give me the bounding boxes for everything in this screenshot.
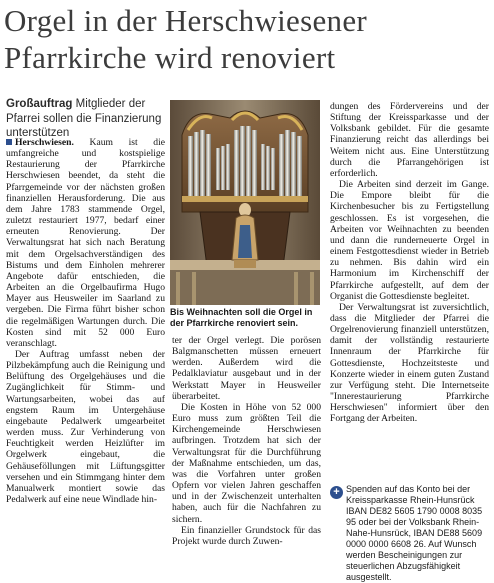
- dateline-square-icon: [6, 139, 12, 145]
- column-1: [6, 137, 165, 505]
- column-3-paragraph-1: dungen des Fördervereins und der Stiftung der Kreissparkasse und der Volksbank gebildet. Für die gesamte Finanzierung reicht das allerdings bei Weitem nicht aus. Eine Unterstützung durch die Pfarrangehörigen ist erforderlich.: [330, 101, 489, 179]
- headline-line-1: Orgel in der Herschwiesener: [4, 3, 368, 38]
- donation-text: Spenden auf das Konto bei der Kreissparkasse Rhein-Hunsrück IBAN DE82 5605 1790 0008 8035 95 oder bei der Volksbank Rhein-Nahe-Hunsrück, IBAN DE88 5609 0000 0000 6608 26. Auf Wunsch werden Bescheinigungen zur steuerlichen Abzugsfähigkeit ausgestellt.: [346, 484, 483, 582]
- column-1-paragraph-2: Der Auftrag umfasst neben der Pilzbekämpfung auch die Reinigung und Belüftung des Orgelgehäuses und die Zugänglichkeit für Stimm- und Wartungsarbeiten, wobei das auf engstem Raum im Untergehäuse eingebaute Pedalwerk umgearbeitet werden muss. Zur Verhinderung von Feuchtigkeit werden Heizlüfter im Orgelwerk eingebaut, die Gehäuseföllungen mit Lüftungsgitter versehen und ein Stimmgang hinter dem Manualwerk montiert sowie das Pedalwerk auf eine neue Windlade hin-: [6, 348, 165, 505]
- plus-icon: +: [330, 486, 343, 499]
- column-3-paragraph-3: Der Verwaltungsrat ist zuversichtlich, dass die Mitglieder der Pfarrei die Orgelrenovierung finanziell unterstützen, damit der vollständig restaurierte Innenraum der Pfarrkirche für Gottesdienste, Hochzeitsteste und Konzerte wieder in einem guten Zustand zur Verfügung steht. Die Internetseite "Innerestaurierung Pfarrkirche Herschwiesen" informiert über den Fortgang der Arbeiten.: [330, 301, 489, 425]
- column-3: [330, 101, 489, 425]
- kicker: [6, 97, 166, 141]
- column-3-paragraph-2: Die Arbeiten sind derzeit im Gange. Die Empore bleibt für die Kirchenbesucher bis zu Fertigstellung geschlossen. Es ist vorgesehen, die Arbeiten vor Weihnachten zu beenden und dann die runderneuerte Orgel in einem Festgottesdienst wieder in Betrieb zu nehmen. Bis dahin wird ein Harmonium im Kirchenschiff der Pfarrkirche aufgestellt, auf dem der Organist die Gottesdienste begleitet.: [330, 179, 489, 302]
- headline: [4, 2, 490, 76]
- kicker-text: Mitglieder der Pfarrei sollen die Finanzierung unterstützen: [6, 98, 162, 140]
- organ-illustration: [170, 100, 320, 305]
- organ-photo: [170, 100, 320, 305]
- column-2-paragraph-3: Ein finanzieller Grundstock für das Projekt wurde durch Zuwen-: [172, 524, 321, 547]
- photo-caption: Bis Weihnachten soll die Orgel in der Pfarrkirche renoviert sein.: [170, 307, 313, 328]
- kicker-label: Großauftrag: [6, 98, 73, 110]
- column-2-paragraph-2: Die Kosten in Höhe von 52 000 Euro muss zum größten Teil die Kirchengemeinde Herschwiesen aufbringen. Trotzdem hat sich der Verwaltungsrat für die Durchführung der Maßnahme entschieden, um das, was die Vorfahren unter großen Opfern vor vielen Jahren geschaffen und in der Zwischenzeit unterhalten haben, auch für die Nachfahren zu sichern.: [172, 401, 321, 525]
- column-2: [172, 335, 321, 547]
- column-1-paragraph-1: [6, 137, 165, 349]
- donation-info: [330, 484, 490, 583]
- column-2-paragraph-1: ter der Orgel verlegt. Die porösen Balgmanschetten müssen erneuert werden. Außerdem wird die Pedalklaviatur ausgebaut und in der Werkstatt Mayer in Heusweiler überarbeitet.: [172, 335, 321, 402]
- headline-line-2: Pfarrkirche wird renoviert: [4, 40, 336, 75]
- dateline: Herschwiesen.: [15, 137, 74, 148]
- column-1-p1-text: Kaum ist die umfangreiche und kostspielige Restaurierung der Pfarrkirche Herschwiesen beendet, da steht die Pfarrgemeinde vor der nächsten großen finanziellen Herausforderung. Die aus dem Jahre 1783 stammende Orgel, zuletzt restauriert 1977, bedarf einer erneuten Renovierung. Der Verwaltungsrat hat sich nach Beratung mit dem Orgelsachverständigen des Bistums und dem Einholen mehrerer Angebote dafür entschieden, die Arbeiten an die Orgelbaufirma Hugo Mayer aus Heusweiler im Saarland zu vergeben. Die Firma führt bisher schon die regelmäßigen Wartungen durch. Die Kosten sind mit 52 000 Euro veranschlagt.: [6, 137, 165, 349]
